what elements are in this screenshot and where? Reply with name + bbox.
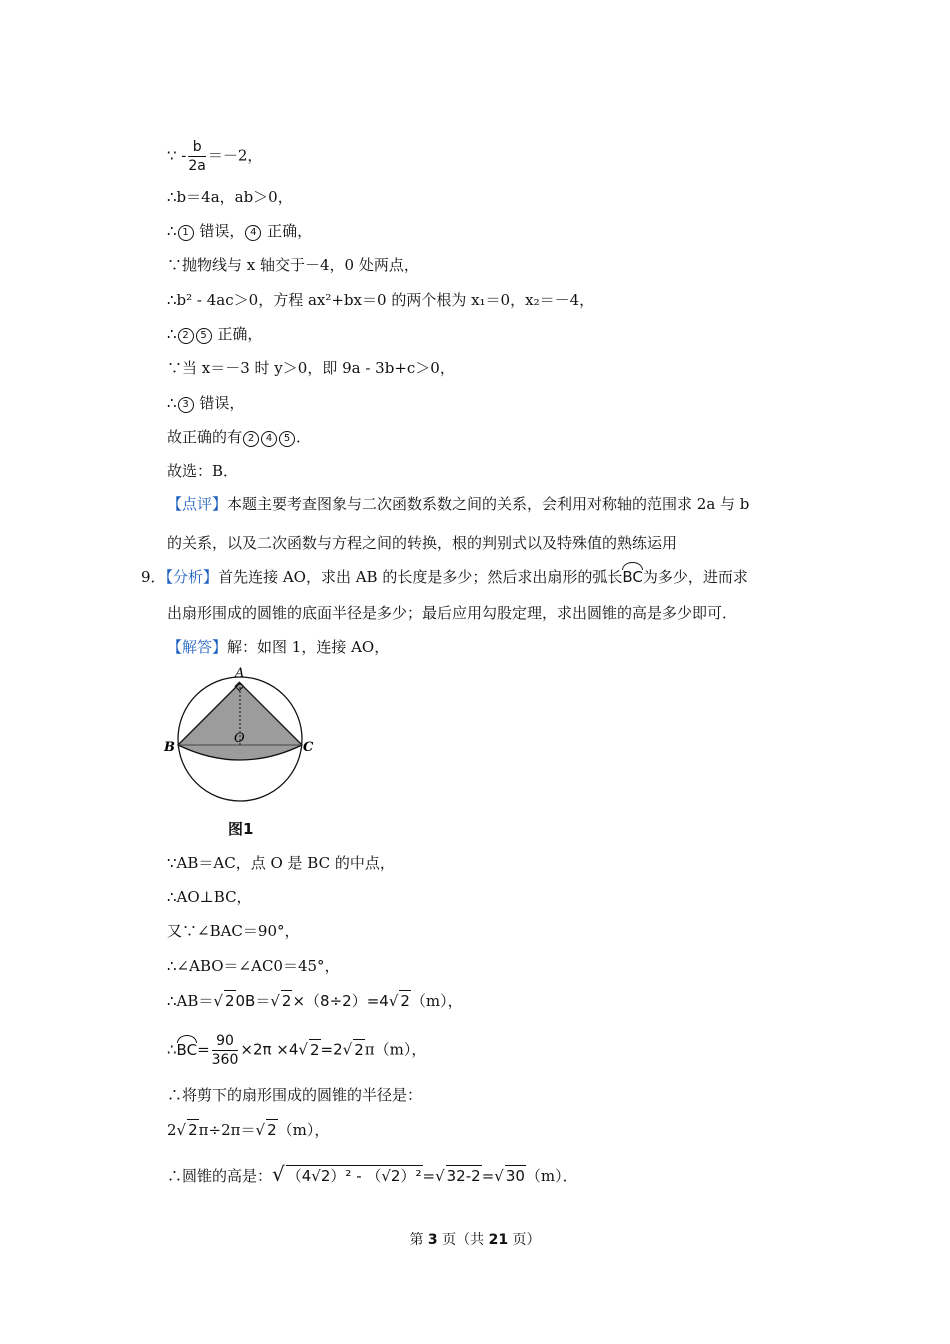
line-3-wrong: ∴ 3 错误， — [167, 394, 245, 412]
fraction-90-over-360: $\frac{90}{360}$ — [211, 1033, 239, 1068]
figure-caption: 图1 — [228, 820, 254, 838]
label-c: C — [303, 740, 314, 755]
line-ab-length: ∴AB＝√ 20B＝√ 2×（8÷2）=4√ 2（m）， — [167, 992, 463, 1010]
page-footer: 第 3 页（共 21 页） — [409, 1232, 541, 1248]
label-o: O — [234, 731, 245, 746]
question-9-analysis-cont: 出扇形围成的圆锥的底面半径是多少；最后应用勾股定理，求出圆锥的高是多少即可． — [167, 604, 738, 622]
line-parabola-intersects: ∵抛物线与 x 轴交于－4，0 处两点， — [167, 256, 419, 274]
line-b-equals-4a: ∴b＝4a，ab＞0， — [167, 188, 293, 206]
question-9-analysis: 9．【分析】首先连接 AO，求出 AB 的长度是多少；然后求出扇形的弧长BC为多少，进而求 — [141, 565, 748, 587]
line-cone-radius: 2√ 2π÷2π＝√ 2（m）， — [167, 1121, 330, 1139]
analysis-tag: 【分析】 — [165, 568, 219, 586]
circled-number: 2 — [178, 328, 194, 344]
comment-tag: 【点评】 — [167, 495, 228, 513]
line-comment: 【点评】本题主要考查图象与二次函数系数之间的关系，会利用对称轴的范围求 2a 与 b — [167, 495, 750, 513]
fraction-b-over-2a: $\frac{b}{2a}$ — [188, 139, 206, 174]
circled-number: 3 — [178, 397, 194, 413]
line-comment-cont: 的关系，以及二次函数与方程之间的转换，根的判别式以及特殊值的熟练运用 — [167, 534, 678, 552]
line-discriminant: ∴b² - 4ac＞0，方程 ax²+bx＝0 的两个根为 x₁＝0，x₂＝－4， — [167, 291, 595, 309]
line-ab-eq-ac: ∵AB＝AC，点 O 是 BC 的中点， — [167, 854, 395, 872]
line-symmetry-axis: ∵ - $\frac{b}{2a}$ ＝－2， — [167, 139, 263, 174]
line-ao-perp-bc: ∴AO⊥BC， — [167, 888, 252, 906]
circled-number: 5 — [196, 328, 212, 344]
label-a: A — [235, 666, 245, 681]
circled-number: 2 — [243, 431, 259, 447]
line-x-minus-3: ∵当 x＝－3 时 y＞0，即 9a - 3b+c＞0， — [167, 359, 455, 377]
arc-bc: BC — [177, 1038, 198, 1060]
circled-number: 4 — [245, 225, 261, 241]
line-answer: 【解答】解：如图 1，连接 AO， — [167, 638, 390, 656]
arc-bc: BC — [622, 565, 643, 587]
line-abo-45: ∴∠ABO＝∠AC0＝45°， — [167, 957, 340, 975]
circled-number: 1 — [178, 225, 194, 241]
label-b: B — [164, 740, 175, 755]
total-pages: 21 — [488, 1232, 509, 1248]
page-number: 3 — [427, 1232, 438, 1248]
line-arc-length: ∴BC= $\frac{90}{360}$ ×2π ×4√ 2=2√ 2π（m）， — [167, 1033, 427, 1068]
line-correct-ones: 故正确的有 2 4 5 ． — [167, 428, 312, 446]
circled-number: 4 — [261, 431, 277, 447]
figure-1 — [160, 663, 320, 808]
line-1-wrong-4-right: ∴ 1 错误， 4 正确， — [167, 222, 313, 240]
answer-tag: 【解答】 — [167, 638, 228, 656]
line-2-5-right: ∴ 2 5 正确， — [167, 325, 263, 343]
circled-number: 5 — [279, 431, 295, 447]
line-choose-b: 故选：B． — [167, 462, 239, 480]
line-cone-radius-label: ∴将剪下的扇形围成的圆锥的半径是： — [167, 1086, 423, 1104]
line-cone-height: ∴圆锥的高是：√ （4√2）² - （√2）²=√ 32-2=√ 30（m）． — [167, 1162, 578, 1186]
line-bac-90: 又∵∠BAC＝90°， — [167, 922, 300, 940]
